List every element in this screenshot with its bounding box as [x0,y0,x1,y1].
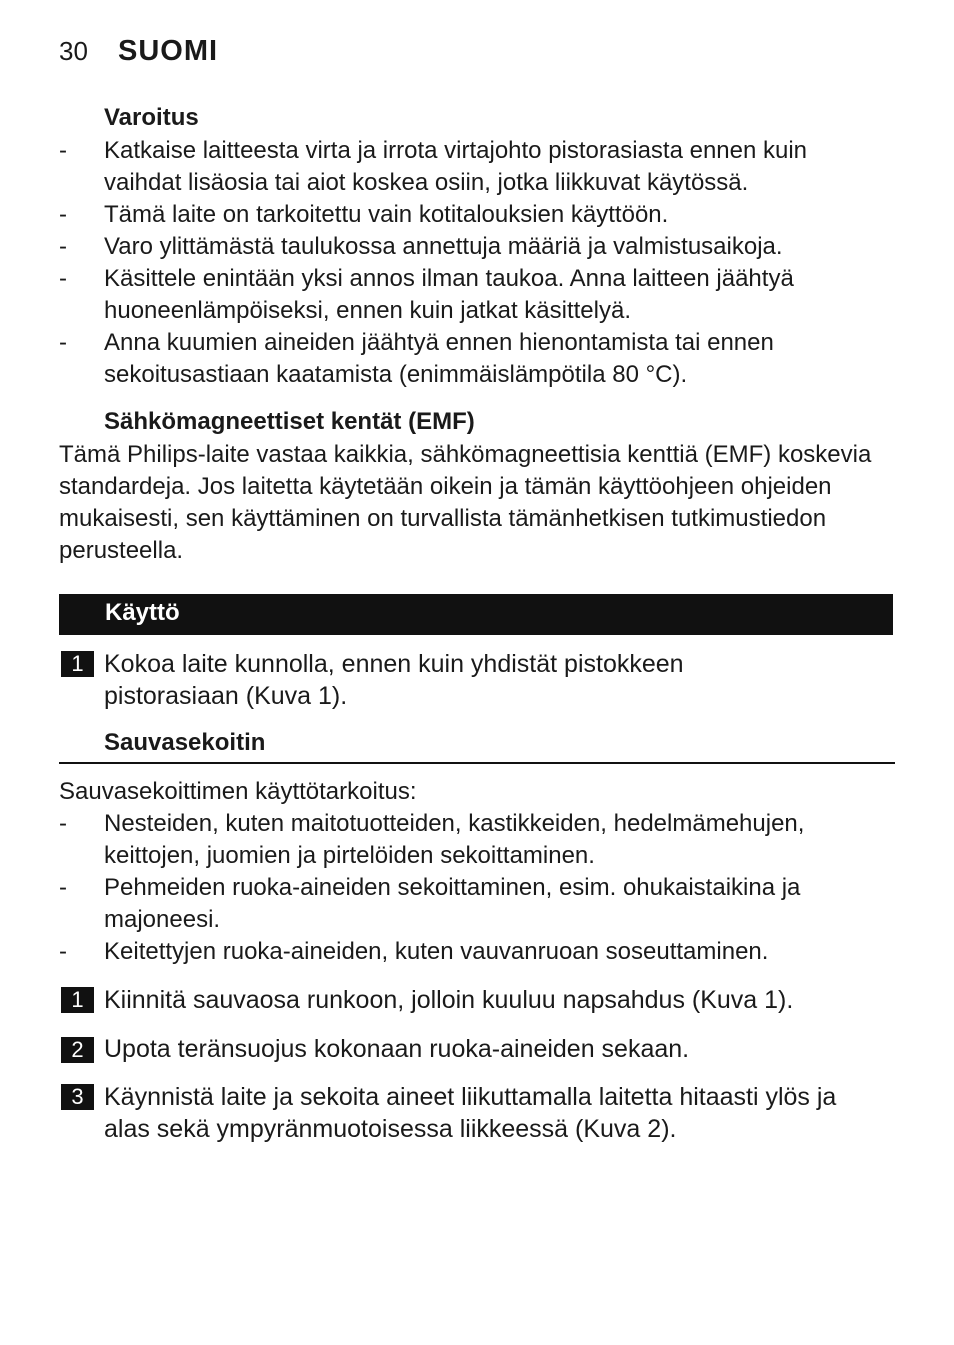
bullet-dash: - [59,938,67,965]
page-number: 30 [59,36,88,66]
warning-item-2: Tämä laite on tarkoitettu vain kotitalouksien käyttöön. [104,201,669,228]
bullet-dash: - [59,329,67,356]
step-number: 2 [61,1037,94,1063]
warning-item-5-line-1: Anna kuumien aineiden jäähtyä ennen hienontamista tai ennen [104,329,774,356]
bullet-dash: - [59,874,67,901]
bullet-dash: - [59,233,67,260]
blender-item-2-line-1: Pehmeiden ruoka-aineiden sekoittaminen, esim. ohukaistaikina ja [104,874,801,901]
emf-line-4: perusteella. [59,537,184,564]
warning-item-4-line-1: Käsittele enintään yksi annos ilman taukoa. Anna laitteen jäähtyä [104,265,794,292]
step-number: 3 [61,1084,94,1110]
emf-line-2: standardeja. Jos laitetta käytetään oikein ja tämän käyttöohjeen ohjeiden [59,473,832,500]
blender-item-2-line-2: majoneesi. [104,906,221,933]
warning-item-5-line-2: sekoitusastiaan kaatamista (enimmäislämpötila 80 °C). [104,361,688,388]
usage-step-1-line-2: pistorasiaan (Kuva 1). [104,682,348,710]
blender-step-3-line-1: Käynnistä laite ja sekoita aineet liikuttamalla laitetta hitaasti ylös ja [104,1083,837,1111]
emf-line-1: Tämä Philips-laite vastaa kaikkia, sähkömagneettisia kenttiä (EMF) koskevia [59,441,872,468]
blender-step-3-line-2: alas sekä ympyränmuotoisessa liikkeessä (Kuva 2). [104,1115,677,1143]
bullet-dash: - [59,810,67,837]
blender-step-2: Upota teränsuojus kokonaan ruoka-aineiden sekaan. [104,1035,690,1063]
bullet-dash: - [59,137,67,164]
bullet-dash: - [59,201,67,228]
emf-title: Sähkömagneettiset kentät (EMF) [104,408,475,435]
emf-line-3: mukaisesti, sen käyttäminen on turvallista tämänhetkisen tutkimustiedon [59,505,827,532]
step-number: 1 [61,987,94,1013]
warning-item-4-line-2: huoneenlämpöiseksi, ennen kuin jatkat käsittelyä. [104,297,631,324]
warning-item-1-line-2: vaihdat lisäosia tai aiot koskea osiin, jotka liikkuvat käytössä. [104,169,749,196]
blender-item-1-line-1: Nesteiden, kuten maitotuotteiden, kastikkeiden, hedelmämehujen, [104,810,805,837]
usage-title: Käyttö [105,599,180,626]
bullet-dash: - [59,265,67,292]
warning-title: Varoitus [104,104,199,131]
blender-step-1: Kiinnitä sauvaosa runkoon, jolloin kuuluu napsahdus (Kuva 1). [104,986,794,1014]
usage-step-1-line-1: Kokoa laite kunnolla, ennen kuin yhdistät pistokkeen [104,650,684,678]
blender-item-1-line-2: keittojen, juomien ja pirtelöiden sekoittaminen. [104,842,595,869]
blender-intro: Sauvasekoittimen käyttötarkoitus: [59,778,417,805]
step-number: 1 [61,651,94,677]
language-heading: SUOMI [118,35,219,67]
blender-title: Sauvasekoitin [104,729,266,756]
warning-item-3: Varo ylittämästä taulukossa annettuja määriä ja valmistusaikoja. [104,233,783,260]
warning-item-1-line-1: Katkaise laitteesta virta ja irrota virtajohto pistorasiasta ennen kuin [104,137,808,164]
divider [59,762,895,764]
section-bar-usage [59,594,893,635]
blender-item-3: Keitettyjen ruoka-aineiden, kuten vauvanruoan soseuttaminen. [104,938,769,965]
